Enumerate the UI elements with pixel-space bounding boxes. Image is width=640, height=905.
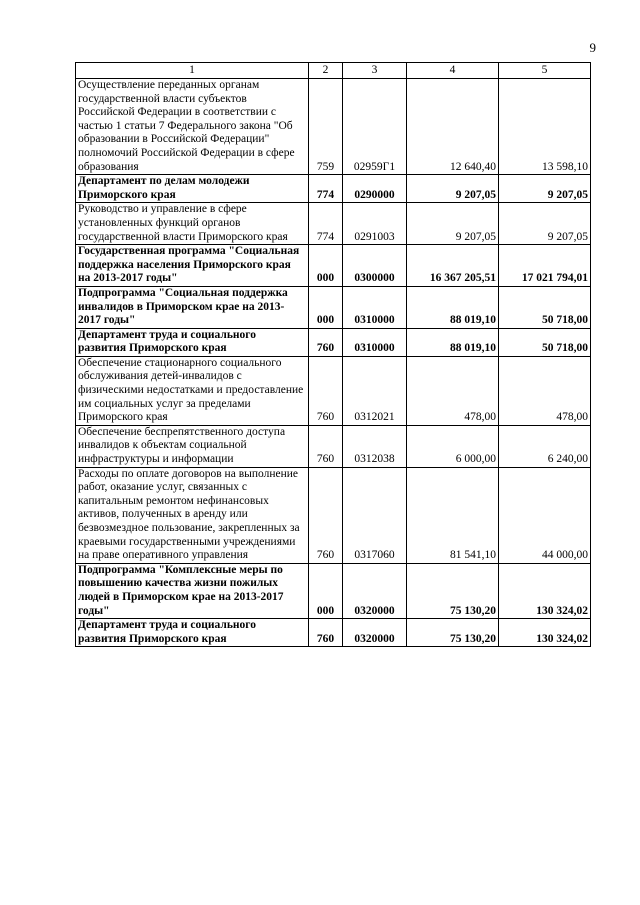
row-name-cell: Подпрограмма "Комплексные меры по повышению качества жизни пожилых людей в Приморском крае на 2013-2017 годы" [76,563,309,618]
table-row [76,619,591,647]
row-article-cell: 0320000 [343,563,407,618]
row-code-cell: 760 [309,356,343,425]
row-article-cell: 02959Г1 [343,79,407,175]
table-row [76,175,591,203]
row-sum1-cell: 88 019,10 [407,328,499,356]
row-sum2-cell: 44 000,00 [499,467,591,563]
row-sum1-cell: 75 130,20 [407,563,499,618]
row-article-cell: 0312038 [343,425,407,467]
column-header-1: 1 [76,63,309,79]
table-row [76,563,591,618]
row-sum1-cell: 12 640,40 [407,79,499,175]
row-article-cell: 0312021 [343,356,407,425]
row-sum1-cell: 16 367 205,51 [407,245,499,287]
table-row [76,203,591,245]
row-name-cell: Обеспечение беспрепятственного доступа инвалидов к объектам социальной инфраструктуры и информации [76,425,309,467]
row-code-cell: 760 [309,328,343,356]
row-article-cell: 0291003 [343,203,407,245]
row-article-cell: 0310000 [343,286,407,328]
row-sum1-cell: 9 207,05 [407,203,499,245]
budget-table [75,62,591,647]
row-sum1-cell: 9 207,05 [407,175,499,203]
row-sum1-cell: 81 541,10 [407,467,499,563]
row-sum2-cell: 130 324,02 [499,619,591,647]
table-row [76,79,591,175]
row-code-cell: 759 [309,79,343,175]
row-name-cell: Департамент по делам молодежи Приморского края [76,175,309,203]
row-article-cell: 0310000 [343,328,407,356]
row-article-cell: 0320000 [343,619,407,647]
row-sum2-cell: 50 718,00 [499,286,591,328]
column-header-3: 3 [343,63,407,79]
table-header-row [76,63,591,79]
row-name-cell: Подпрограмма "Социальная поддержка инвалидов в Приморском крае на 2013-2017 годы" [76,286,309,328]
column-header-4: 4 [407,63,499,79]
row-code-cell: 774 [309,203,343,245]
row-sum2-cell: 50 718,00 [499,328,591,356]
row-article-cell: 0290000 [343,175,407,203]
row-sum1-cell: 6 000,00 [407,425,499,467]
row-sum2-cell: 478,00 [499,356,591,425]
row-article-cell: 0317060 [343,467,407,563]
row-sum1-cell: 88 019,10 [407,286,499,328]
row-name-cell: Государственная программа "Социальная поддержка населения Приморского края на 2013-2017 годы" [76,245,309,287]
column-header-2: 2 [309,63,343,79]
table-row [76,425,591,467]
table-row [76,286,591,328]
row-sum2-cell: 13 598,10 [499,79,591,175]
table-row [76,467,591,563]
page-number: 9 [589,40,596,55]
row-name-cell: Департамент труда и социального развития Приморского края [76,619,309,647]
row-code-cell: 000 [309,563,343,618]
row-code-cell: 760 [309,425,343,467]
row-name-cell: Руководство и управление в сфере установленных функций органов государственной власти Приморского края [76,203,309,245]
row-sum1-cell: 478,00 [407,356,499,425]
row-name-cell: Расходы по оплате договоров на выполнение работ, оказание услуг, связанных с капитальным ремонтом нефинансовых активов, полученных в аренду или безвозмездное пользование, закрепленных за краевыми государственными учреждениями на праве оперативного управления [76,467,309,563]
table-row [76,328,591,356]
row-sum2-cell: 9 207,05 [499,203,591,245]
row-code-cell: 000 [309,245,343,287]
row-code-cell: 760 [309,619,343,647]
table-row [76,245,591,287]
table-row [76,356,591,425]
row-sum2-cell: 130 324,02 [499,563,591,618]
row-name-cell: Осуществление переданных органам государственной власти субъектов Российской Федерации в соответствии с частью 1 статьи 7 Федерального закона "Об образовании в Российской Федерации" полномочий Российской Федерации в сфере образования [76,79,309,175]
row-code-cell: 760 [309,467,343,563]
row-article-cell: 0300000 [343,245,407,287]
row-name-cell: Департамент труда и социального развития Приморского края [76,328,309,356]
row-sum2-cell: 9 207,05 [499,175,591,203]
row-code-cell: 000 [309,286,343,328]
row-sum2-cell: 6 240,00 [499,425,591,467]
column-header-5: 5 [499,63,591,79]
row-code-cell: 774 [309,175,343,203]
budget-table-body [76,63,591,647]
row-sum2-cell: 17 021 794,01 [499,245,591,287]
row-sum1-cell: 75 130,20 [407,619,499,647]
row-name-cell: Обеспечение стационарного социального обслуживания детей-инвалидов с физическими недостатками и предоставление им социальных услуг за пределами Приморского края [76,356,309,425]
